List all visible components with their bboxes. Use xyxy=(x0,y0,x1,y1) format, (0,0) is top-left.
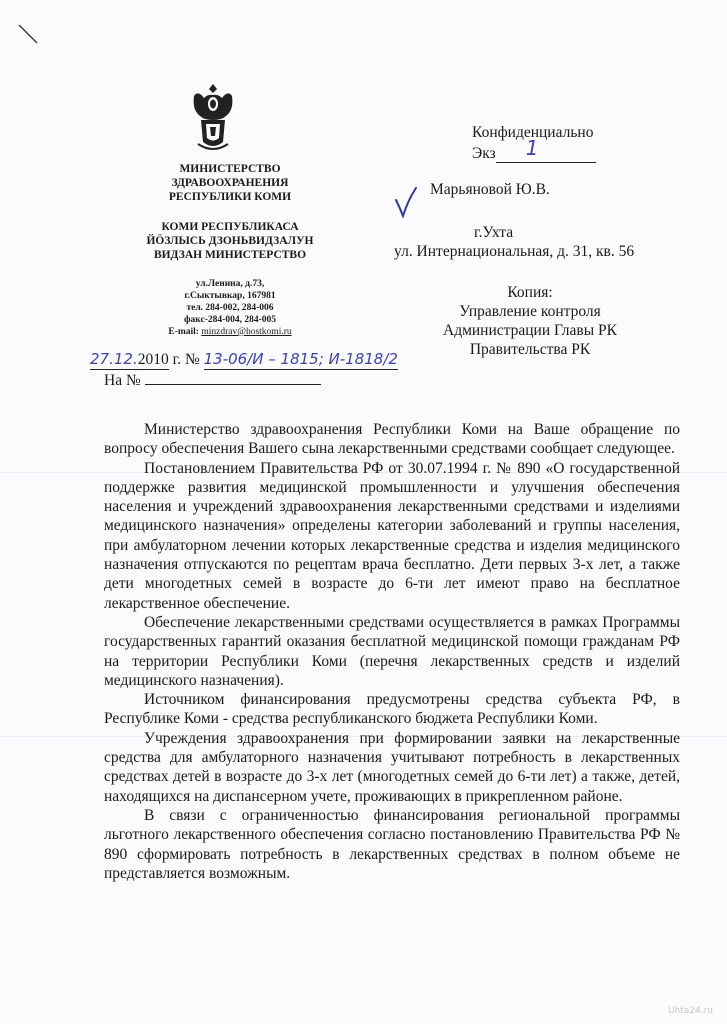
outgoing-number-label: г. № xyxy=(172,351,200,368)
copy-to-line: Администрации Главы РК xyxy=(443,322,617,339)
reply-to-blank xyxy=(145,370,321,385)
email-label: E-mail: xyxy=(168,327,199,337)
recipient-name: Марьяновой Ю.В. xyxy=(430,181,550,198)
outgoing-date-handwritten: 27.12. xyxy=(90,350,138,368)
outgoing-year: 2010 xyxy=(137,351,169,368)
site-watermark: Uhta24.ru xyxy=(667,1006,713,1016)
copy-number-line xyxy=(472,136,596,163)
recipient-street: ул. Интернациональная, д. 31, кв. 56 xyxy=(394,243,635,260)
checkmark-icon xyxy=(394,186,418,218)
copy-number-handwritten: 1 xyxy=(525,136,539,160)
email-link[interactable]: minzdrav@hostkomi.ru xyxy=(201,327,292,337)
address-line: тел. 284-002, 284-006 xyxy=(186,303,274,313)
body-paragraph: Министерство здравоохранения Республики Коми на Ваше обращение по вопросу обеспечения Вашего сына лекарственными средствами сообщает следующее. xyxy=(104,421,680,458)
copy-number-field xyxy=(496,136,596,163)
outgoing-number-handwritten: 13-06/И – 1815; И-1818/2 xyxy=(203,350,398,368)
outgoing-number-line xyxy=(90,350,398,370)
body-paragraph: Источником финансирования предусмотрены средства субъекта РФ, в Республике Коми - средства республиканского бюджета Республики Коми. xyxy=(104,691,680,728)
body-paragraph: Постановлением Правительства РФ от 30.07.1994 г. № 890 «О государственной поддержке развития медицинской промышленности и улучшения обеспечения населения и учреждений здравоохранения лекарственными средствами и изделиями медицинского назначения» определены категории заболеваний и группы населения, при амбулаторном лечении которых лекарственные средства и изделия медицинского назначения отпускаются по рецептам врача бесплатно. Дети первых 3-х лет, а также дети многодетных семей в возрасте до 6-ти лет имеют право на бесплатное лекарственное обеспечение. xyxy=(104,459,680,612)
org-line: ВИДЗАН МИНИСТЕРСТВО xyxy=(153,249,307,261)
org-line: МИНИСТЕРСТВО xyxy=(179,163,281,175)
pen-stroke-mark xyxy=(16,22,40,46)
org-line: РЕСПУБЛИКИ КОМИ xyxy=(168,191,292,203)
letter-body xyxy=(104,420,680,883)
reply-to-line xyxy=(104,370,321,390)
recipient-city: г.Ухта xyxy=(474,224,514,241)
outgoing-number-field xyxy=(204,350,398,370)
body-paragraph: В связи с ограниченностью финансирования региональной программы льготного лекарственного обеспечения согласно постановлению Правительства РФ № 890 сформировать потребность в лекарственных средствах в полном объеме не представляется возможным. xyxy=(104,806,680,882)
confidential-label: Конфиденциально xyxy=(472,124,594,141)
org-line: ЙÖЗЛЫСЬ ДЗОНЬВИДЗАЛУН xyxy=(146,235,314,247)
copy-to-line: Управление контроля xyxy=(459,303,601,320)
ministry-name-komi xyxy=(110,220,350,262)
email-line xyxy=(130,326,330,338)
copy-label: Экз xyxy=(472,145,496,162)
reply-to-label: На № xyxy=(104,372,141,389)
address-line: факс-284-004, 284-005 xyxy=(183,315,277,325)
copy-to-line: Правительства РК xyxy=(469,341,591,358)
coat-of-arms-emblem xyxy=(188,80,238,156)
body-paragraph: Обеспечение лекарственными средствами осуществляется в рамках Программы государственных гарантий оказания бесплатной медицинской помощи гражданам РФ на территории Республики Коми (перечня лекарственных средств и изделий медицинского назначения). xyxy=(104,613,680,689)
org-line: КОМИ РЕСПУБЛИКАСА xyxy=(161,221,299,233)
ministry-name-russian xyxy=(110,162,350,204)
copy-to-block xyxy=(420,283,640,359)
ministry-address xyxy=(130,278,330,338)
org-line: ЗДРАВООХРАНЕНИЯ xyxy=(171,177,289,189)
address-line: ул.Ленина, д.73, xyxy=(195,279,265,289)
address-line: г.Сыктывкар, 167981 xyxy=(184,291,276,301)
copy-to-label: Копия: xyxy=(507,284,553,301)
body-paragraph: Учреждения здравоохранения при формировании заявки на лекарственные средства для амбулаторного назначения учитывают потребность в лекарственных средствах детей в возрасте до 3-х лет (многодетных семей до 6-ти лет) а также, детей, находящихся на диспансерном учете, проживающих в прикрепленном районе. xyxy=(104,729,680,805)
outgoing-date-field xyxy=(90,350,138,370)
